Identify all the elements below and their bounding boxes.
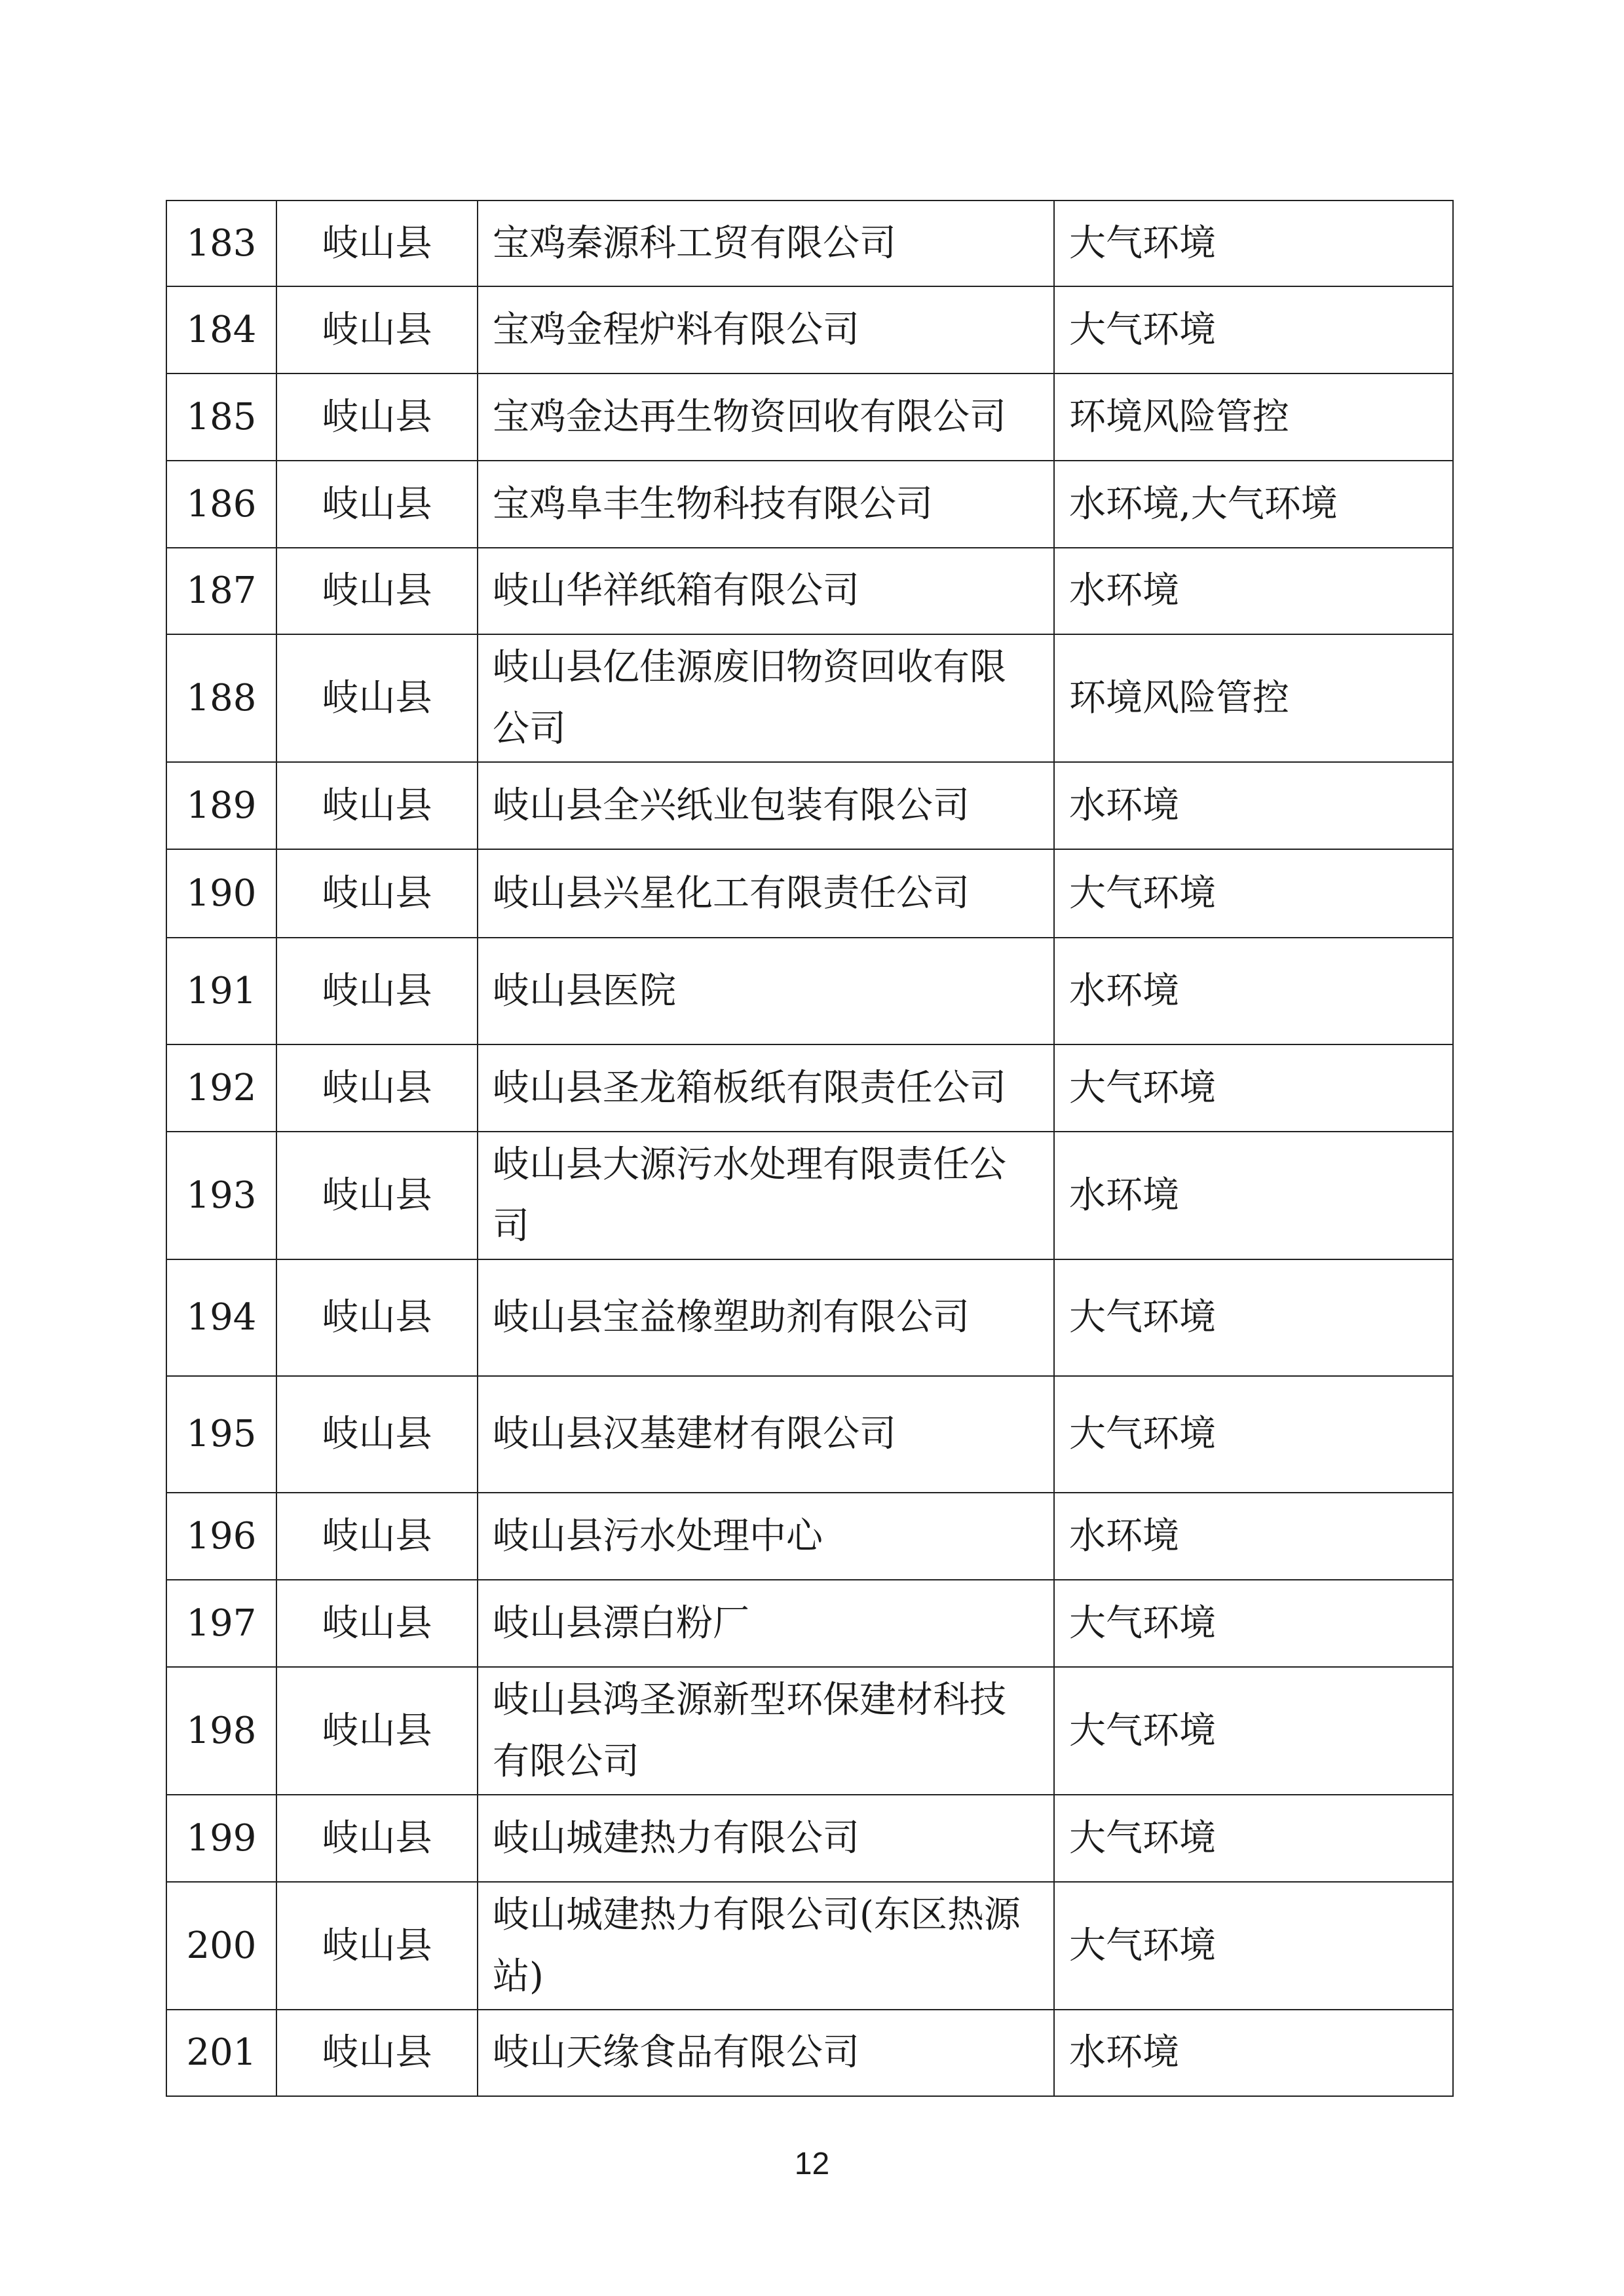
category-cell: 大气环境 xyxy=(1054,1376,1453,1493)
row-number: 191 xyxy=(166,938,276,1044)
row-number: 194 xyxy=(166,1259,276,1376)
company-cell: 宝鸡金达再生物资回收有限公司 xyxy=(478,373,1054,461)
category-cell: 水环境 xyxy=(1054,548,1453,634)
company-cell: 岐山城建热力有限公司 xyxy=(478,1795,1054,1882)
table-row xyxy=(166,1132,1453,1259)
category-cell: 环境风险管控 xyxy=(1054,634,1453,762)
company-cell: 岐山华祥纸箱有限公司 xyxy=(478,548,1054,634)
company-cell: 岐山县汉基建材有限公司 xyxy=(478,1376,1054,1493)
table-row xyxy=(166,1882,1453,2010)
county-cell: 岐山县 xyxy=(276,1493,478,1580)
company-cell: 岐山县全兴纸业包装有限公司 xyxy=(478,762,1054,849)
company-cell: 岐山城建热力有限公司(东区热源站) xyxy=(478,1882,1054,2010)
company-cell: 宝鸡阜丰生物科技有限公司 xyxy=(478,461,1054,548)
county-cell: 岐山县 xyxy=(276,634,478,762)
category-cell: 水环境 xyxy=(1054,938,1453,1044)
row-number: 196 xyxy=(166,1493,276,1580)
category-cell: 大气环境 xyxy=(1054,1259,1453,1376)
row-number: 195 xyxy=(166,1376,276,1493)
county-cell: 岐山县 xyxy=(276,1795,478,1882)
company-cell: 岐山县圣龙箱板纸有限责任公司 xyxy=(478,1044,1054,1132)
row-number: 193 xyxy=(166,1132,276,1259)
county-cell: 岐山县 xyxy=(276,849,478,938)
table-row xyxy=(166,938,1453,1044)
company-cell: 岐山天缘食品有限公司 xyxy=(478,2010,1054,2096)
category-cell: 大气环境 xyxy=(1054,1795,1453,1882)
table-row xyxy=(166,201,1453,286)
enterprise-table xyxy=(166,200,1454,2097)
category-cell: 水环境 xyxy=(1054,1493,1453,1580)
row-number: 184 xyxy=(166,286,276,373)
category-cell: 水环境 xyxy=(1054,1132,1453,1259)
company-cell: 岐山县漂白粉厂 xyxy=(478,1580,1054,1667)
county-cell: 岐山县 xyxy=(276,1580,478,1667)
county-cell: 岐山县 xyxy=(276,1882,478,2010)
table-row xyxy=(166,1259,1453,1376)
category-cell: 大气环境 xyxy=(1054,1882,1453,2010)
county-cell: 岐山县 xyxy=(276,762,478,849)
company-cell: 岐山县兴星化工有限责任公司 xyxy=(478,849,1054,938)
category-cell: 大气环境 xyxy=(1054,1580,1453,1667)
county-cell: 岐山县 xyxy=(276,1132,478,1259)
company-cell: 岐山县宝益橡塑助剂有限公司 xyxy=(478,1259,1054,1376)
table-row xyxy=(166,286,1453,373)
county-cell: 岐山县 xyxy=(276,548,478,634)
row-number: 201 xyxy=(166,2010,276,2096)
company-cell: 宝鸡秦源科工贸有限公司 xyxy=(478,201,1054,286)
category-cell: 大气环境 xyxy=(1054,201,1453,286)
table-row xyxy=(166,1667,1453,1795)
table-row xyxy=(166,373,1453,461)
row-number: 190 xyxy=(166,849,276,938)
row-number: 197 xyxy=(166,1580,276,1667)
company-cell: 岐山县污水处理中心 xyxy=(478,1493,1054,1580)
row-number: 187 xyxy=(166,548,276,634)
table-row xyxy=(166,548,1453,634)
company-cell: 岐山县医院 xyxy=(478,938,1054,1044)
category-cell: 环境风险管控 xyxy=(1054,373,1453,461)
county-cell: 岐山县 xyxy=(276,1044,478,1132)
table-row xyxy=(166,461,1453,548)
category-cell: 水环境,大气环境 xyxy=(1054,461,1453,548)
category-cell: 大气环境 xyxy=(1054,1044,1453,1132)
row-number: 185 xyxy=(166,373,276,461)
table-row xyxy=(166,634,1453,762)
table-row xyxy=(166,2010,1453,2096)
table-row xyxy=(166,762,1453,849)
table-row xyxy=(166,849,1453,938)
row-number: 183 xyxy=(166,201,276,286)
county-cell: 岐山县 xyxy=(276,461,478,548)
table-row xyxy=(166,1044,1453,1132)
company-cell: 岐山县亿佳源废旧物资回收有限公司 xyxy=(478,634,1054,762)
county-cell: 岐山县 xyxy=(276,201,478,286)
category-cell: 大气环境 xyxy=(1054,286,1453,373)
row-number: 188 xyxy=(166,634,276,762)
row-number: 200 xyxy=(166,1882,276,2010)
category-cell: 大气环境 xyxy=(1054,849,1453,938)
county-cell: 岐山县 xyxy=(276,373,478,461)
row-number: 199 xyxy=(166,1795,276,1882)
county-cell: 岐山县 xyxy=(276,938,478,1044)
company-cell: 宝鸡金程炉料有限公司 xyxy=(478,286,1054,373)
page-number: 12 xyxy=(794,2147,830,2181)
row-number: 186 xyxy=(166,461,276,548)
table-row xyxy=(166,1795,1453,1882)
county-cell: 岐山县 xyxy=(276,1667,478,1795)
table-row xyxy=(166,1376,1453,1493)
row-number: 198 xyxy=(166,1667,276,1795)
row-number: 189 xyxy=(166,762,276,849)
category-cell: 水环境 xyxy=(1054,762,1453,849)
table-row xyxy=(166,1493,1453,1580)
county-cell: 岐山县 xyxy=(276,1259,478,1376)
category-cell: 水环境 xyxy=(1054,2010,1453,2096)
county-cell: 岐山县 xyxy=(276,1376,478,1493)
table-row xyxy=(166,1580,1453,1667)
county-cell: 岐山县 xyxy=(276,2010,478,2096)
company-cell: 岐山县大源污水处理有限责任公司 xyxy=(478,1132,1054,1259)
company-cell: 岐山县鸿圣源新型环保建材科技有限公司 xyxy=(478,1667,1054,1795)
county-cell: 岐山县 xyxy=(276,286,478,373)
table-body xyxy=(166,201,1453,2096)
row-number: 192 xyxy=(166,1044,276,1132)
category-cell: 大气环境 xyxy=(1054,1667,1453,1795)
